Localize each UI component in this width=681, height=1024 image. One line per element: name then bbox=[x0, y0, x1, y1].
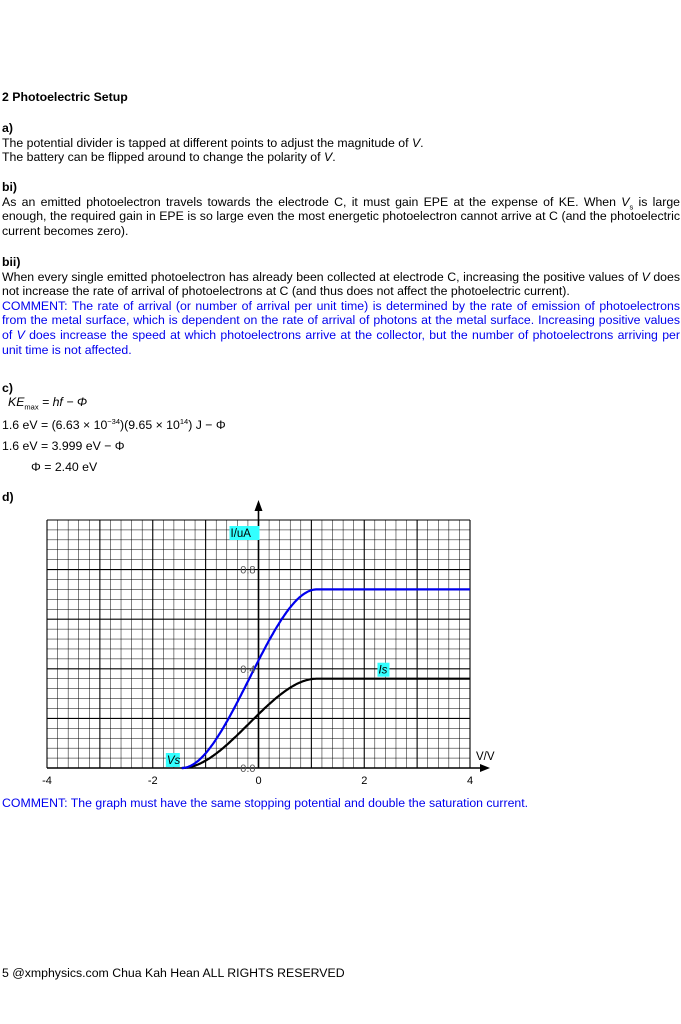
x-tick-label: -2 bbox=[147, 775, 158, 787]
y-axis-arrow bbox=[255, 500, 263, 511]
part-a-line2: The battery can be flipped around to change the polarity of V. bbox=[2, 150, 336, 165]
part-bi bbox=[2, 180, 680, 238]
part-bi-label: bi) bbox=[2, 180, 18, 194]
tick-labels bbox=[42, 565, 473, 787]
x-tick-label: 0 bbox=[255, 775, 262, 787]
part-bii-text: When every single emitted photoelectron has already been collected at electrode C, increasing the positive values of V does not increase the rate of arrival of photoelectrons at C (and thus does not affect the photoelectric current). bbox=[2, 269, 680, 299]
part-c-label: c) bbox=[2, 381, 13, 395]
x-axis-arrow bbox=[480, 764, 490, 772]
equation-4: Φ = 2.40 eV bbox=[31, 460, 98, 474]
part-bi-text: As an emitted photoelectron travels towards the electrode C, it must gain EPE at the expense of KE. When $V_s$ is large enough, the required gain in EPE is so large even the most energetic photoelectron cannot arrive at C (and the photoelectric current becomes zero). bbox=[2, 194, 680, 238]
x-tick-label: 4 bbox=[466, 775, 474, 787]
equation-2: 1.6 eV = $(6.63 \times 10^{-34})(9.65 \times 10^{14})$ J − Φ bbox=[2, 416, 226, 432]
x-tick-label: -4 bbox=[42, 775, 52, 787]
part-a bbox=[2, 121, 680, 165]
y-tick-label: 0.0 bbox=[240, 763, 256, 775]
section-title: 2 Photoelectric Setup bbox=[2, 90, 128, 104]
part-bii bbox=[2, 255, 680, 357]
x-tick-label: 2 bbox=[361, 775, 368, 787]
part-d-label: d) bbox=[2, 490, 14, 504]
footer: 5 @xmphysics.com Chua Kah Hean ALL RIGHTS RESERVED bbox=[2, 966, 345, 980]
y-axis-label: I/uA bbox=[230, 528, 251, 540]
part-d-comment: COMMENT: The graph must have the same stopping potential and double the saturation current. bbox=[2, 796, 529, 810]
axes bbox=[47, 500, 490, 772]
axis-labels bbox=[166, 526, 495, 767]
y-tick-label: 0.8 bbox=[240, 564, 256, 577]
part-bii-comment: COMMENT: The rate of arrival (or number of arrival per unit time) is determined by the rate of emission of photoelectrons from the metal surface, which is dependent on the rate of arrival of photons at the metal surface. Increasing positive values of V does increase the speed at which photoelectrons arrive at the collector, but the number of photoelectrons arriving per unit time is not affected. bbox=[2, 298, 680, 357]
y-tick-label: 0.4 bbox=[240, 663, 256, 676]
stopping-label: Vs bbox=[166, 755, 181, 767]
saturation-label: Is bbox=[378, 664, 388, 677]
iv-graph bbox=[0, 498, 500, 798]
part-a-line1: The potential divider is tapped at different points to adjust the magnitude of V. bbox=[2, 135, 424, 150]
part-bii-label: bii) bbox=[2, 255, 21, 269]
x-axis-label: V/V bbox=[476, 751, 495, 763]
equation-1: $KE_{max}$ = hf − Φ bbox=[8, 395, 88, 412]
equation-3: 1.6 eV = 3.999 eV − Φ bbox=[2, 439, 125, 453]
part-a-label: a) bbox=[2, 121, 13, 135]
